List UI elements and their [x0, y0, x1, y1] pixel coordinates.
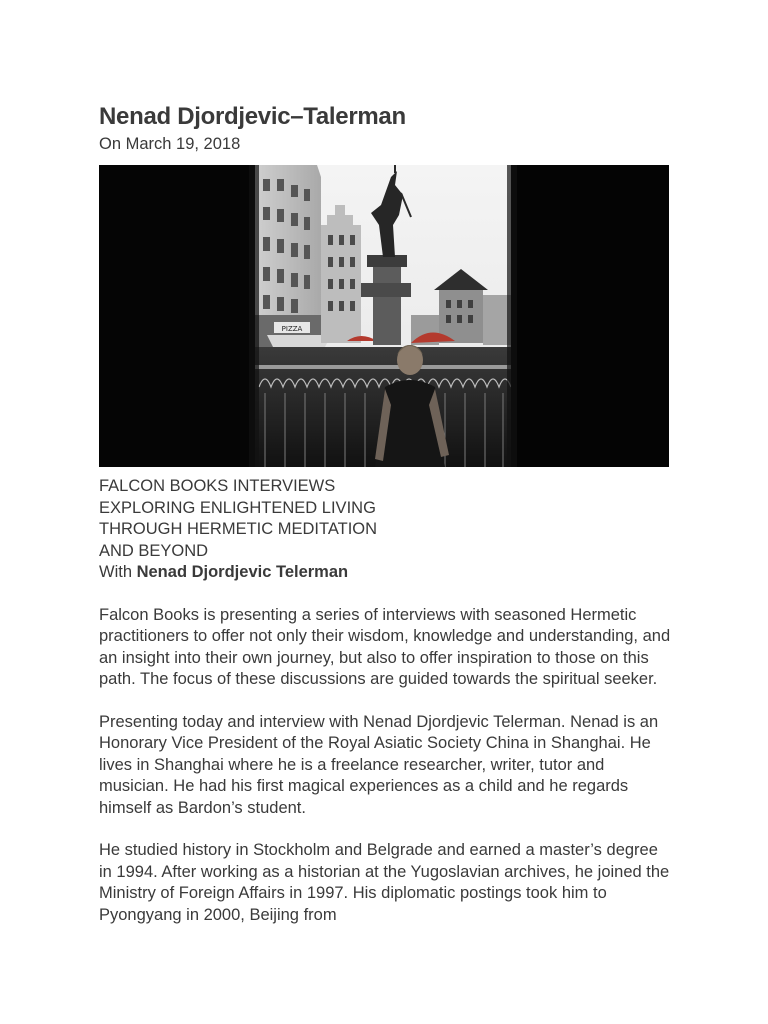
- article-paragraph: Falcon Books is presenting a series of interviews with seasoned Hermetic practitioners to offer not only their wisdom, knowledge and understanding, and an insight into their own journey, but also to offer inspiration to those on this path. The focus of these discussions are guided towards the spiritual seeker.: [99, 605, 671, 688]
- intro-line: FALCON BOOKS INTERVIEWS: [99, 477, 336, 495]
- pizza-sign: PIZZA: [281, 325, 303, 333]
- article: [99, 101, 671, 926]
- article-paragraph: He studied history in Stockholm and Belgrade and earned a master’s degree in 1994. After working as a historian at the Yugoslavian archives, he joined the Ministry of Foreign Affairs in 1997. His diplomatic postings took him to Pyongyang in 2000, Beijing from: [99, 841, 670, 924]
- intro-line: AND BEYOND: [99, 541, 209, 560]
- interviewee-name: Nenad Djordjevic Telerman: [136, 563, 349, 581]
- with-prefix: With: [99, 563, 137, 581]
- intro-line: EXPLORING ENLIGHTENED LIVING: [99, 498, 376, 517]
- intro-line: THROUGH HERMETIC MEDITATION: [99, 520, 378, 538]
- article-paragraph: Presenting today and interview with Nenad Djordjevic Telerman. Nenad is an Honorary Vice President of the Royal Asiatic Society China in Shanghai. He lives in Shanghai where he is a freelance researcher, writer, tutor and musician. He had his first magical experiences as a child and he regards himself as Bardon’s student.: [99, 712, 659, 817]
- article-photo: [99, 165, 669, 467]
- with-line: [99, 562, 671, 584]
- article-title: Nenad Djordjevic–Talerman: [99, 103, 406, 130]
- article-date: On March 19, 2018: [99, 135, 241, 153]
- interview-intro: [99, 476, 671, 584]
